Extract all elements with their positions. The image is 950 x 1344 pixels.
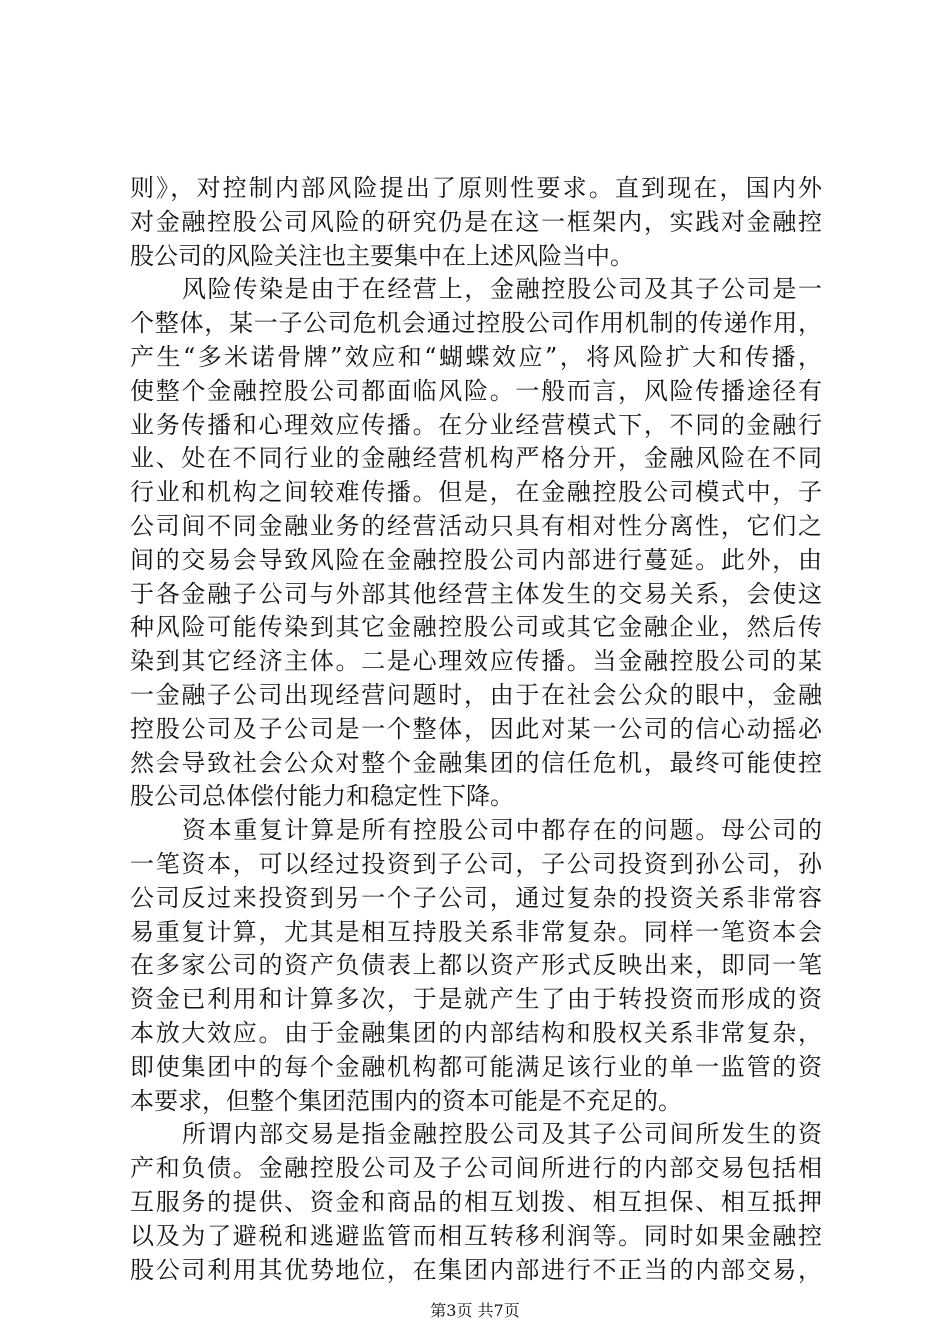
text-line: 于各金融子公司与外部其他经营主体发生的交易关系，会使这 [130, 579, 822, 608]
text-line: 产和负债。金融控股公司及子公司间所进行的内部交易包括相 [130, 1154, 822, 1183]
paragraph [130, 273, 822, 814]
text-line: 一笔资本，可以经过投资到子公司，子公司投资到孙公司，孙 [130, 849, 822, 878]
text-line: 所谓内部交易是指金融控股公司及其子公司间所发生的资 [182, 1120, 822, 1149]
text-line: 风险传染是由于在经营上，金融控股公司及其子公司是一 [182, 275, 822, 304]
text-line: 个整体，某一子公司危机会通过控股公司作用机制的传递作用， [130, 309, 822, 338]
text-line: 股公司的风险关注也主要集中在上述风险当中。 [130, 241, 634, 270]
text-line: 业、处在不同行业的金融经营机构严格分开，金融风险在不同 [130, 444, 822, 473]
text-line: 在多家公司的资产负债表上都以资产形式反映出来，即同一笔 [130, 951, 822, 980]
text-line: 股公司总体偿付能力和稳定性下降。 [130, 782, 514, 811]
text-line: 控股公司及子公司是一个整体，因此对某一公司的信心动摇必 [130, 714, 822, 743]
text-line: 业务传播和心理效应传播。在分业经营模式下，不同的金融行 [130, 410, 822, 439]
paragraph [130, 814, 822, 1118]
text-line: 即使集团中的每个金融机构都可能满足该行业的单一监管的资 [130, 1052, 822, 1081]
text-line: 公司反过来投资到另一个子公司，通过复杂的投资关系非常容 [130, 883, 822, 912]
text-line: 则》，对控制内部风险提出了原则性要求。直到现在，国内外 [130, 174, 822, 202]
text-line: 间的交易会导致风险在金融控股公司内部进行蔓延。此外，由 [130, 545, 822, 574]
text-line: 公司间不同金融业务的经营活动只具有相对性分离性，它们之 [130, 511, 822, 540]
text-line: 然会导致社会公众对整个金融集团的信任危机，最终可能使控 [130, 748, 822, 777]
text-line: 资本重复计算是所有控股公司中都存在的问题。母公司的 [182, 816, 822, 845]
paragraph [130, 172, 822, 273]
text-line: 一金融子公司出现经营问题时，由于在社会公众的眼中，金融 [130, 680, 822, 709]
paragraph [130, 1118, 822, 1287]
text-line: 染到其它经济主体。二是心理效应传播。当金融控股公司的某 [130, 647, 822, 676]
document-body [130, 172, 822, 1287]
text-line: 互服务的提供、资金和商品的相互划拨、相互担保、相互抵押 [130, 1187, 822, 1216]
text-line: 本要求，但整个集团范围内的资本可能是不充足的。 [130, 1086, 682, 1115]
text-line: 以及为了避税和逃避监管而相互转移利润等。同时如果金融控 [130, 1221, 822, 1250]
text-line: 本放大效应。由于金融集团的内部结构和股权关系非常复杂， [130, 1018, 822, 1047]
text-line: 易重复计算，尤其是相互持股关系非常复杂。同样一笔资本会 [130, 917, 822, 946]
text-line: 资金已利用和计算多次，于是就产生了由于转投资而形成的资 [130, 985, 822, 1014]
page-number: 第3页 共7页 [430, 1301, 520, 1320]
text-line: 产生“多米诺骨牌”效应和“蝴蝶效应”，将风险扩大和传播， [130, 342, 822, 371]
text-line: 股公司利用其优势地位，在集团内部进行不正当的内部交易， [130, 1255, 822, 1284]
text-line: 使整个金融控股公司都面临风险。一般而言，风险传播途径有 [130, 376, 822, 405]
text-line: 行业和机构之间较难传播。但是，在金融控股公司模式中，子 [130, 478, 822, 507]
text-line: 种风险可能传染到其它金融控股公司或其它金融企业，然后传 [130, 613, 822, 642]
text-line: 对金融控股公司风险的研究仍是在这一框架内，实践对金融控 [130, 207, 822, 236]
